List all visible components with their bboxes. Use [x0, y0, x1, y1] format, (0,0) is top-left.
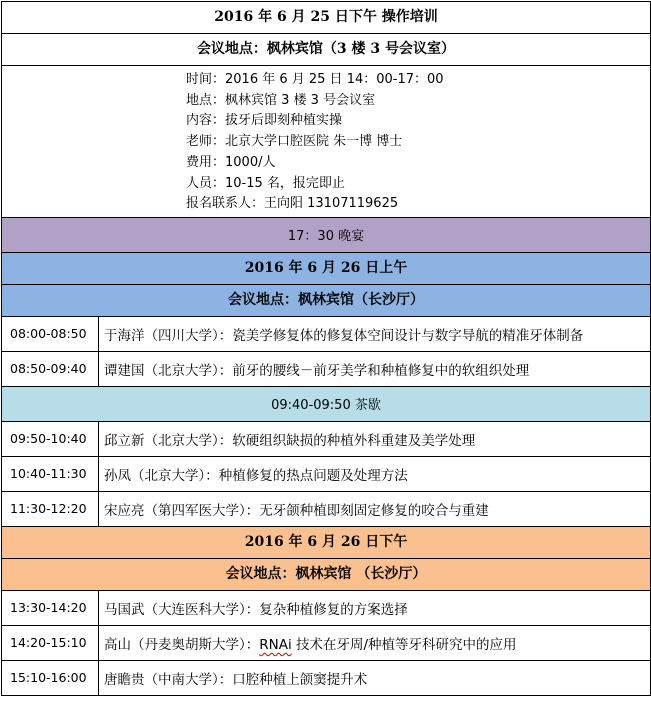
training-details: [2, 66, 651, 218]
table-row: [2, 351, 651, 386]
talk-time: 08:00-08:50: [2, 316, 99, 351]
table-row: [2, 625, 651, 660]
detail-fee: 费用：1000/人: [186, 154, 276, 170]
detail-teacher: 老师：北京大学口腔医院 朱一博 博士: [186, 134, 403, 150]
talk-title: 孙凤（北京大学）：种植修复的热点问题及处理方法: [99, 456, 651, 491]
session2-title: 2016 年 6 月 26 日上午: [2, 252, 651, 284]
table-row: [2, 491, 651, 526]
table-row: [2, 421, 651, 456]
talk-title-suffix: 技术在牙周/种植等牙科研究中的应用: [291, 636, 517, 653]
talk-title: 唐瞻贵（中南大学）：口腔种植上颌窦提升术: [99, 660, 651, 695]
session1-venue: 会议地点：枫林宾馆（3 楼 3 号会议室）: [2, 34, 651, 66]
talk-time: 11:30-12:20: [2, 491, 99, 526]
talk-title: 宋应亮（第四军医大学）：无牙颌种植即刻固定修复的咬合与重建: [99, 491, 651, 526]
table-row: [2, 590, 651, 625]
session1-details-row: [2, 66, 651, 218]
table-row: [2, 660, 651, 695]
session3-venue: 会议地点：枫林宾馆 （长沙厅）: [2, 558, 651, 590]
session2-venue: 会议地点：枫林宾馆（长沙厅）: [2, 284, 651, 316]
talk-time: 10:40-11:30: [2, 456, 99, 491]
session3-title-row: [2, 526, 651, 558]
session1-title-row: [2, 2, 651, 34]
talk-title: 马国武（大连医科大学）：复杂种植修复的方案选择: [99, 590, 651, 625]
talk-time: 15:10-16:00: [2, 660, 99, 695]
detail-location: 地点：枫林宾馆 3 楼 3 号会议室: [186, 92, 376, 108]
conference-schedule-table: [1, 1, 651, 696]
talk-title: [99, 625, 651, 660]
session2-title-row: [2, 252, 651, 284]
table-row: [2, 456, 651, 491]
session1-venue-row: [2, 34, 651, 66]
talk-time: 09:50-10:40: [2, 421, 99, 456]
session1-title: 2016 年 6 月 25 日下午 操作培训: [2, 2, 651, 34]
session3-title: 2016 年 6 月 26 日下午: [2, 526, 651, 558]
tea-break-band: 09:40-09:50 茶歇: [2, 386, 651, 421]
detail-content: 内容：拔牙后即刻种植实操: [186, 113, 343, 129]
dinner-band: 17：30 晚宴: [2, 217, 651, 252]
talk-time: 08:50-09:40: [2, 351, 99, 386]
spellcheck-flagged-word: RNAi: [259, 636, 292, 653]
talk-time: 13:30-14:20: [2, 590, 99, 625]
session2-venue-row: [2, 284, 651, 316]
detail-attendees: 人员：10-15 名，报完即止: [186, 175, 345, 191]
talk-title: 谭建国（北京大学）：前牙的腰线－前牙美学和种植修复中的软组织处理: [99, 351, 651, 386]
tea-break-row: [2, 386, 651, 421]
talk-title: 邱立新（北京大学）：软硬组织缺损的种植外科重建及美学处理: [99, 421, 651, 456]
session3-venue-row: [2, 558, 651, 590]
dinner-row: [2, 217, 651, 252]
talk-title-prefix: 高山（丹麦奥胡斯大学）：: [104, 636, 260, 653]
talk-time: 14:20-15:10: [2, 625, 99, 660]
detail-contact: 报名联系人：王向阳 13107119625: [186, 196, 399, 212]
detail-time: 时间：2016 年 6 月 25 日 14：00-17：00: [186, 72, 444, 87]
table-row: [2, 316, 651, 351]
talk-title: 于海洋（四川大学）：瓷美学修复体的修复体空间设计与数字导航的精准牙体制备: [99, 316, 651, 351]
